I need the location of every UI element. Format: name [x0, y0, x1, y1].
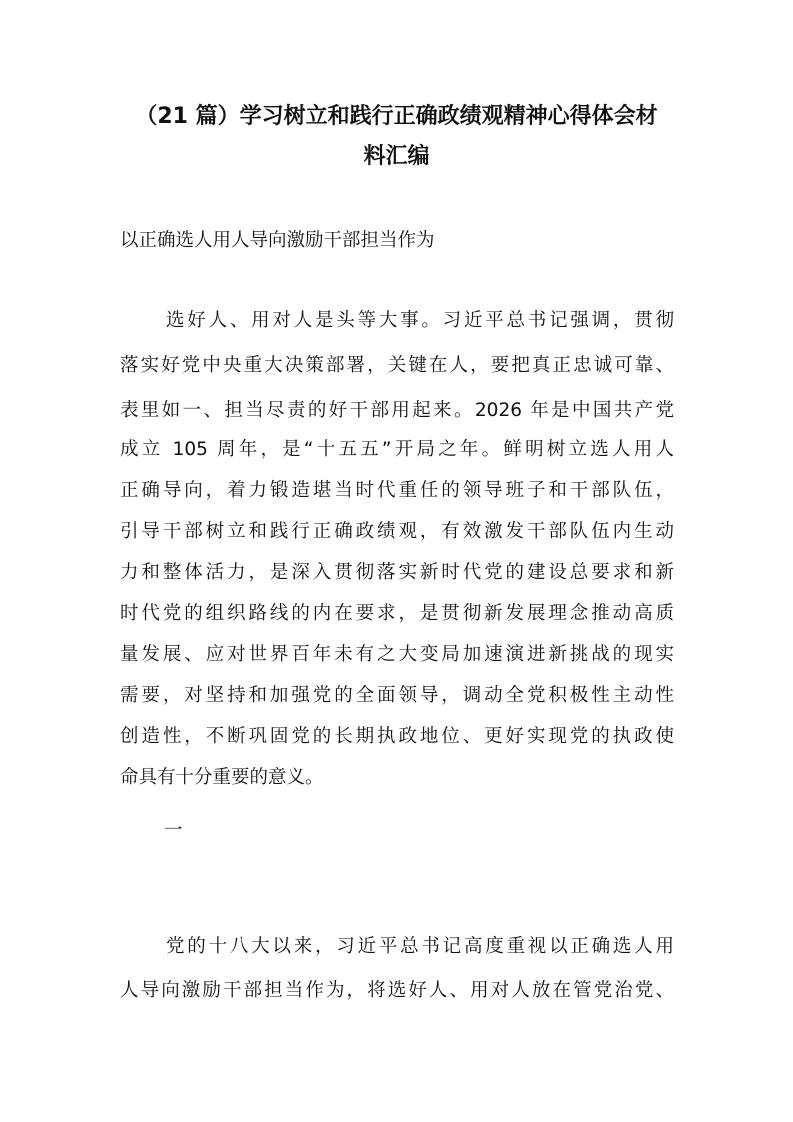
section-number: 一 — [164, 820, 183, 841]
paragraph-line: 力和整体活力，是深入贯彻落实新时代党的建设总要求和新 — [120, 562, 674, 583]
article-subtitle: 以正确选人用人导向激励干部担当作为 — [120, 230, 435, 251]
paragraph-line: 需要，对坚持和加强党的全面领导，调动全党积极性主动性 — [120, 685, 674, 706]
paragraph-line: 量发展、应对世界百年未有之大变局加速演进新挑战的现实 — [120, 644, 674, 665]
paragraph-line: 命具有十分重要的意义。 — [120, 767, 324, 788]
paragraph-line: 创造性，不断巩固党的长期执政地位、更好实现党的执政使 — [120, 726, 674, 747]
paragraph-line: 正确导向，着力锻造堪当时代重任的领导班子和干部队伍， — [120, 480, 674, 501]
paragraph-line: 引导干部树立和践行正确政绩观，有效激发干部队伍内生动 — [120, 521, 674, 542]
paragraph-line: 人导向激励干部担当作为，将选好人、用对人放在管党治党、 — [120, 980, 674, 1001]
paragraph-line: 时代党的组织路线的内在要求，是贯彻新发展理念推动高质 — [120, 603, 674, 624]
document-title-line-1: （21 篇）学习树立和践行正确政绩观精神心得体会材 — [135, 104, 658, 129]
paragraph-line: 落实好党中央重大决策部署，关键在人，要把真正忠诚可靠、 — [120, 355, 674, 376]
document-title-line-2: 料汇编 — [363, 144, 430, 169]
paragraph-line: 成立 105 周年，是“十五五”开局之年。鲜明树立选人用人 — [120, 439, 674, 460]
paragraph-line: 党的十八大以来，习近平总书记高度重视以正确选人用 — [166, 936, 674, 957]
paragraph-line: 表里如一、担当尽责的好干部用起来。2026 年是中国共产党 — [120, 400, 674, 421]
paragraph-line: 选好人、用对人是头等大事。习近平总书记强调，贯彻 — [166, 310, 674, 331]
